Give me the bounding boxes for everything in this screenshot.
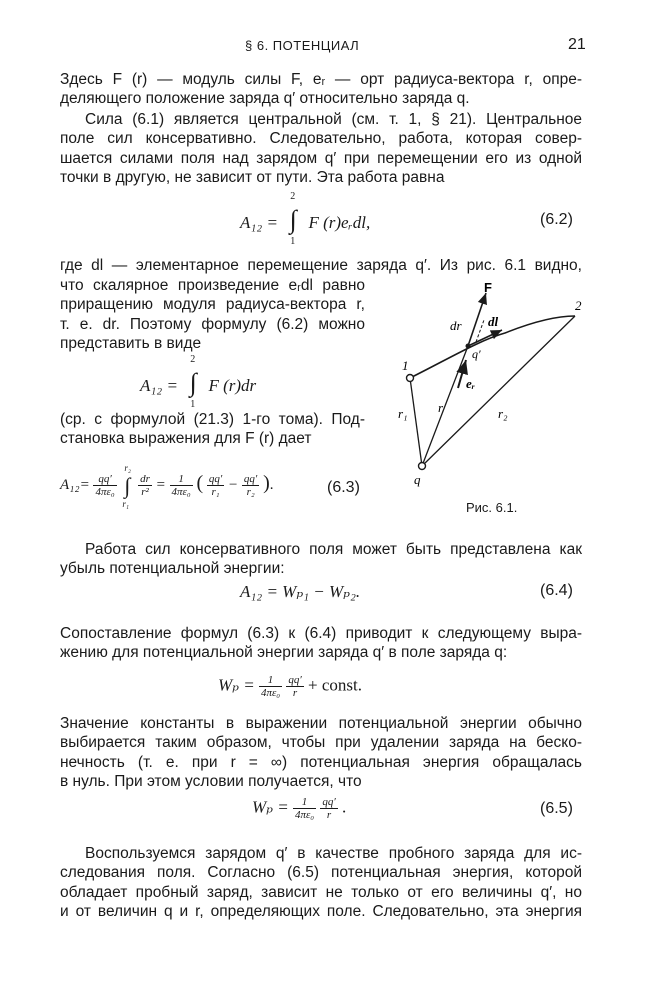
equation-6-4: A₁₂ = Wₚ₁ − Wₚ₂. [240, 582, 361, 601]
charge-qprime-point [466, 344, 471, 349]
eq-integrand: F (r)dr [208, 376, 257, 395]
eq-lhs: A₁₂ = [240, 213, 278, 232]
text-line: выбирается таким образом, чтобы при удалении заряда на беско- [60, 734, 582, 752]
radius-vector-r [422, 346, 468, 466]
label-F: F [484, 280, 492, 295]
paragraph-3 [60, 276, 365, 354]
fraction: $\frac{qq'}{r}$ [288, 674, 302, 699]
label-r2: r₂ [498, 406, 508, 421]
eq-lhs: Wₚ = [218, 675, 255, 695]
text-line: шается силами поля над зарядом q′ при перемещении его из одной [60, 149, 582, 167]
text-line: следования поля. Согласно (6.5) потенциальная энергия, которой [60, 864, 582, 882]
equation-number: (6.3) [327, 479, 360, 496]
label-dl: dl [488, 314, 499, 329]
integral-upper-limit: 2 [290, 191, 296, 202]
integral-lower-limit: r₁ [122, 498, 130, 509]
paragraph-4 [60, 410, 365, 449]
text-line: т. е. dr. Поэтому формулу (6.2) можно [60, 315, 365, 333]
radius-vector-r2 [422, 316, 575, 466]
figure-caption: Рис. 6.1. [466, 500, 518, 515]
paragraph-3-line1 [60, 256, 582, 275]
integral-upper-limit: 2 [190, 354, 196, 365]
eq-lhs: Wₚ = [252, 797, 289, 817]
text-line: поле сил консервативно. Следовательно, работа, которая совер- [60, 130, 582, 148]
equation-potential-energy [218, 674, 362, 699]
text-line: нечность (т. е. при r = ∞) потенциальная энергия обращалась [60, 753, 582, 771]
unit-vector-arrow [458, 360, 466, 388]
equation-number: (6.4) [540, 582, 573, 599]
fraction: $\frac{qq'}{\text{r₂}}$ [243, 473, 258, 499]
label-q: q [414, 472, 421, 487]
text-line: становка выражения для F (r) дает [60, 430, 312, 448]
eq-rhs: + const. [308, 675, 362, 695]
page-number: 21 [568, 36, 586, 53]
text-line: представить в виде [60, 335, 202, 353]
fraction: $\frac{1}{\text{4πε₀}}$ [260, 674, 281, 699]
fraction: $\frac{qq'}{r}$ [322, 796, 336, 821]
label-dr: dr [450, 318, 462, 333]
charge-q-point [419, 463, 426, 470]
point-1 [407, 375, 414, 382]
integral-sign: 2 ∫ 1 [289, 191, 297, 247]
paragraph-8 [60, 844, 582, 922]
text-line: Здесь F (r) — модуль силы F, eᵣ — орт радиуса-вектора r, опре- [60, 71, 582, 88]
radius-vector-r1 [410, 378, 422, 466]
equation-number: (6.5) [540, 800, 573, 817]
text-line: Сопоставление формул (6.3) к (6.4) приводит к следующему выра- [60, 625, 582, 642]
integral-lower-limit: 1 [290, 236, 296, 247]
equation-6-5: Wₚ = $\frac{1}{\text{4πε₀}}$ $\frac{qq'}{r}$ . [252, 796, 347, 821]
fraction: $\frac{1}{\text{4πε₀}}$ [171, 473, 191, 499]
text-line: в нуль. При этом условии получается, что [60, 773, 362, 791]
equation-6-3: A₁₂= $\frac{qq'}{\text{4πε₀}}$ r₂ ∫ r₁ $\frac{dr}{\text{r²}}$ = $\frac{1}{\text{4πε₀}}$ ( $\frac{qq'}{\text{r₁}}$ − $\frac{qq'}{\text{r₂}}$ ). [60, 462, 274, 509]
text-line: обладает пробный заряд, зависит не только от его величины q′, но [60, 883, 582, 901]
text-line: (ср. с формулой (21.3) 1-го тома). Под- [60, 411, 365, 428]
label-er: eᵣ [466, 376, 475, 391]
fraction: $\frac{qq'}{\text{r₁}}$ [208, 473, 223, 499]
text-line: что скалярное произведение eᵣdl равно [60, 277, 365, 294]
label-qprime: q′ [472, 347, 481, 361]
label-r: r [438, 400, 444, 415]
integral-sign: 2 ∫ 1 [189, 354, 197, 410]
text-line: точки в другую, не зависит от пути. Эта работа равна [60, 169, 445, 187]
text-line: жению для потенциальной энергии заряда q′ в поле заряда q: [60, 644, 508, 662]
text-line: где dl — элементарное перемещение заряда q′. Из рис. 6.1 видно, [60, 257, 582, 274]
paragraph-2 [60, 110, 582, 188]
paragraph-6 [60, 624, 582, 663]
equals-sign: = [155, 477, 166, 493]
text-line: Сила (6.1) является центральной (см. т. 1, § 21). Центральное [85, 111, 582, 128]
equation-6-2 [240, 191, 371, 247]
label-point-2: 2 [575, 298, 582, 313]
integral-upper-limit: r₂ [124, 462, 132, 473]
eq-lhs: A₁₂= [60, 477, 90, 493]
text-line: и от величин q и r, определяющих поле. Следовательно, эта энергия [60, 903, 582, 921]
text-line: деляющего положение заряда q′ относительно заряда q. [60, 90, 470, 108]
paragraph-1 [60, 70, 582, 109]
text-line: убыль потенциальной энергии: [60, 560, 285, 578]
label-point-1: 1 [402, 358, 409, 373]
text-line: приращению модуля радиуса-вектора r, [60, 296, 365, 314]
text-line: Воспользуемся зарядом q′ в качестве пробного заряда для ис- [85, 845, 582, 862]
minus-sign: − [228, 477, 239, 493]
running-header: § 6. ПОТЕНЦИАЛ [245, 38, 360, 53]
fraction: $\frac{1}{\text{4πε₀}}$ [294, 796, 315, 821]
text-line: Работа сил консервативного поля может быть представлена как [85, 541, 582, 558]
fraction: $\frac{qq'}{\text{4πε₀}}$ [95, 473, 115, 499]
eq-integrand: F (r)eᵣdl, [308, 213, 371, 232]
figure-6-1 [380, 278, 600, 493]
fraction: $\frac{dr}{\text{r²}}$ [140, 473, 150, 499]
paragraph-7 [60, 714, 582, 792]
integral-lower-limit: 1 [190, 399, 196, 410]
equation-work-integral [140, 354, 257, 410]
paragraph-5 [60, 540, 582, 579]
text-line: Значение константы в выражении потенциальной энергии обычно [60, 715, 582, 732]
label-r1: r₁ [398, 406, 408, 421]
eq-lhs: A₁₂ = [140, 376, 178, 395]
equation-number: (6.2) [540, 211, 573, 228]
integral-sign: r₂ ∫ r₁ [122, 462, 132, 509]
